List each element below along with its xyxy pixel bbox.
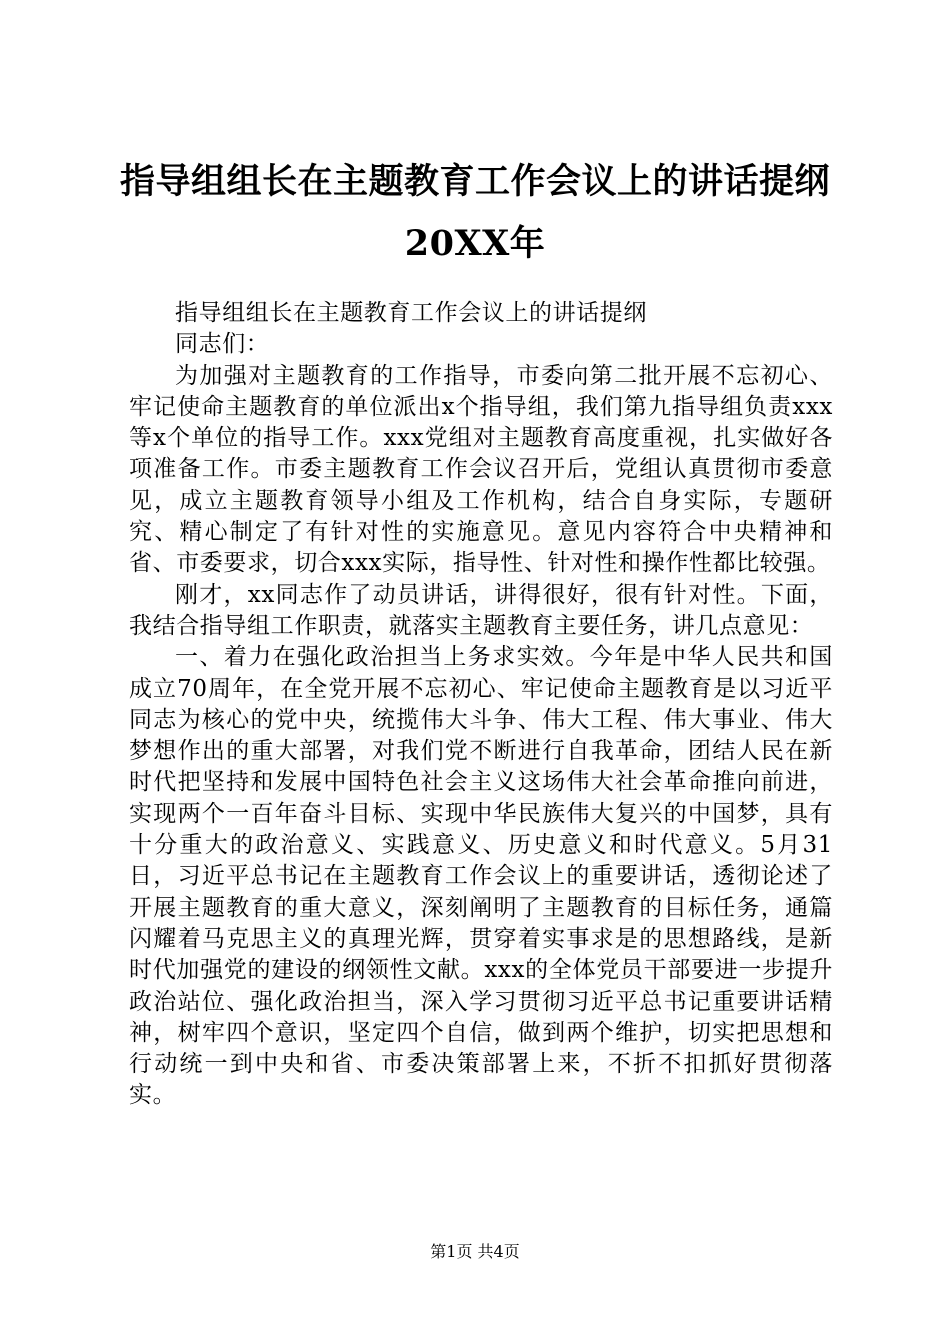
document-title-line1: 指导组组长在主题教育工作会议上的讲话提纲 (119, 161, 830, 202)
paragraph-subtitle: 指导组组长在主题教育工作会议上的讲话提纲 (175, 300, 647, 326)
paragraph: 一、着力在强化政治担当上务求实效。今年是中华人民共和国成立70周年，在全党开展不忘初心、牢记使命主题教育是以习近平同志为核心的党中央，统揽伟大斗争、伟大工程、伟大事业、伟大梦想作出的重大部署，对我们党不断进行自我革命，团结人民在新时代把坚持和发展中国特色社会主义这场伟大社会革命推向前进，实现两个一百年奋斗目标、实现中华民族伟大复兴的中国梦，具有十分重大的政治意义、实践意义、历史意义和时代意义。5月31日，习近平总书记在主题教育工作会议上的重要讲话，透彻论述了开展主题教育的重大意义，深刻阐明了主题教育的目标任务，通篇闪耀着马克思主义的真理光辉，贯穿着实事求是的思想路线，是新时代加强党的建设的纲领性文献。xxx的全体党员干部要进一步提升政治站位、强化政治担当，深入学习贯彻习近平总书记重要讲话精神，树牢四个意识，坚定四个自信，做到两个维护，切实把思想和行动统一到中央和省、市委决策部署上来，不折不扣抓好贯彻落实。 (129, 644, 833, 1109)
paragraph-salutation: 同志们： (175, 331, 270, 358)
paragraph: 刚才，xx同志作了动员讲话，讲得很好，很有针对性。下面，我结合指导组工作职责，就落实主题教育主要任务，讲几点意见： (129, 581, 833, 639)
document-title-line2: 20XX年 (404, 223, 546, 264)
document-body (129, 298, 833, 1112)
page-footer: 第1页 共4页 (430, 1242, 520, 1261)
paragraph: 为加强对主题教育的工作指导，市委向第二批开展不忘初心、牢记使命主题教育的单位派出x个指导组，我们第九指导组负责xxx等x个单位的指导工作。xxx党组对主题教育高度重视，扎实做好各项准备工作。市委主题教育工作会议召开后，党组认真贯彻市委意见，成立主题教育领导小组及工作机构，结合自身实际，专题研究、精心制定了有针对性的实施意见。意见内容符合中央精神和省、市委要求，切合xxx实际，指导性、针对性和操作性都比较强。 (129, 362, 833, 577)
